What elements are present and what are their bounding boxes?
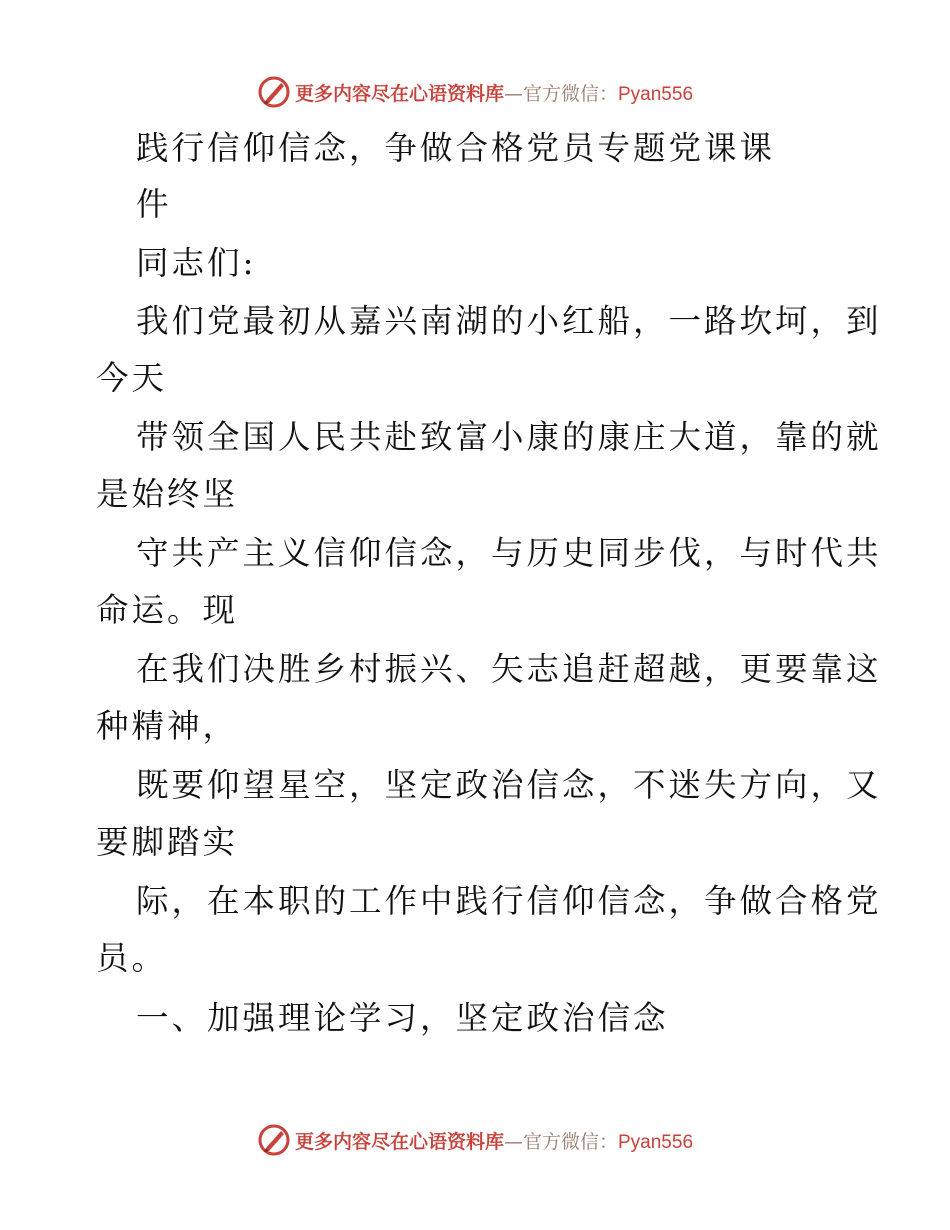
doc-title-line: 件 bbox=[136, 185, 172, 223]
banner-tail: 官方微信： bbox=[522, 82, 618, 105]
doc-paragraph-line: 我们党最初从嘉兴南湖的小红船，一路坎坷，到 bbox=[136, 302, 882, 340]
doc-paragraph-line: 是始终坚 bbox=[96, 475, 239, 513]
doc-paragraph-line: 既要仰望星空，坚定政治信念，不迷失方向，又 bbox=[136, 766, 882, 804]
doc-paragraph-line: 带领全国人民共赴致富小康的康庄大道，靠的就 bbox=[136, 418, 882, 456]
doc-paragraph-line: 要脚踏实 bbox=[96, 823, 239, 861]
banner-wechat-id: Pyan556 bbox=[618, 1131, 694, 1153]
doc-paragraph-line: 种精神， bbox=[96, 707, 239, 745]
doc-paragraph-line: 命运。现 bbox=[96, 591, 239, 629]
section-heading: 一、加强理论学习，坚定政治信念 bbox=[136, 999, 669, 1037]
footer-watermark-banner bbox=[0, 1120, 950, 1160]
banner-lead: 更多内容尽在心语资料库 bbox=[294, 1130, 504, 1153]
doc-paragraph-line: 在我们决胜乡村振兴、矢志追赶超越，更要靠这 bbox=[136, 650, 882, 688]
doc-paragraph-line: 今天 bbox=[96, 359, 168, 397]
doc-paragraph-line: 同志们: bbox=[136, 244, 257, 282]
banner-lead: 更多内容尽在心语资料库 bbox=[294, 82, 504, 105]
doc-paragraph-line: 守共产主义信仰信念，与历史同步伐，与时代共 bbox=[136, 534, 882, 572]
banner-dash: — bbox=[503, 82, 523, 105]
banner-dash: — bbox=[503, 1130, 523, 1153]
doc-paragraph-line: 员。 bbox=[96, 939, 168, 977]
banner-wechat-id: Pyan556 bbox=[618, 83, 694, 105]
doc-title-line: 践行信仰信念，争做合格党员专题党课课 bbox=[136, 129, 776, 167]
banner-tail: 官方微信： bbox=[522, 1130, 618, 1153]
doc-paragraph-line: 际，在本职的工作中践行信仰信念，争做合格党 bbox=[136, 882, 882, 920]
banner-text bbox=[295, 1127, 693, 1154]
pen-logo-icon bbox=[257, 1123, 291, 1157]
